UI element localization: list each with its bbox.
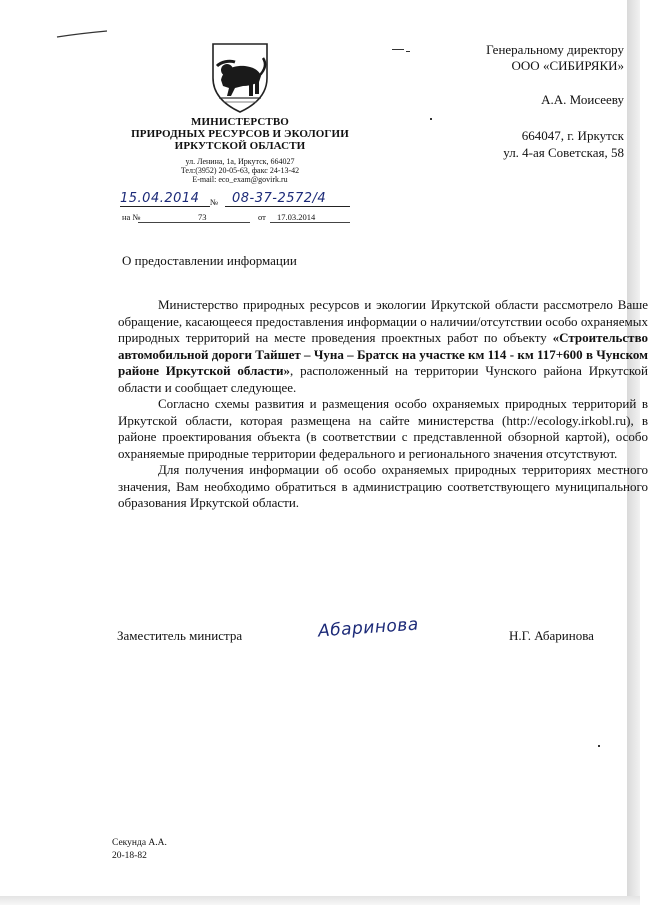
subject-line: О предоставлении информации [122,253,297,268]
addressee-title: Генеральному директору [486,42,624,57]
scan-mark-top-left [55,28,110,40]
registration-date-underline [120,206,210,207]
ministry-name [120,116,360,152]
signer-name: Н.Г. Абаринова [509,628,594,643]
addressee-name: А.А. Моисееву [541,92,624,107]
ministry-email: E-mail: eco_exam@govirk.ru [192,175,288,184]
reply-number-label: на № [122,212,141,222]
registration-date: 15.04.2014 [120,191,200,206]
scan-mark-dot [406,51,410,52]
reply-date: 17.03.2014 [277,212,316,222]
project-name: дороги Тайшет – Чуна – Братск на участке км 114 - км 117+600 в Чунском [211,346,648,362]
addressee-company: ООО «СИБИРЯКИ» [511,58,624,73]
paragraph-3: Для получения информации об особо охраняемых природных территориях местного значения, Вам необходимо обратиться в администрацию соответствующего муниципального образования Иркутской области. [118,462,648,510]
ministry-line: ИРКУТСКОЙ ОБЛАСТИ [174,140,306,152]
paragraph-1: Министерство природных ресурсов и экологии Иркутской области рассмотрело Ваше обращение, касающееся предоставления информации о наличии/отсутствии особо охраняемых природных территорий на месте проведения проектных работ по объекту «Строительство автомобильной дороги Тайшет – Чуна – Братск на участке км 114 - км 117+600 в Чунском районе Иркутской области», расположенный на территории Чунского района Иркутской области и сообщает следующее. [118,297,648,395]
reply-date-underline [270,222,350,223]
registration-number-label: № [210,197,219,207]
ministry-line: МИНИСТЕРСТВО [191,116,289,128]
registration-number: 08-37-2572/4 [232,191,327,206]
letter-body [118,297,648,512]
scan-mark-dot [598,745,600,747]
reply-number-underline [138,222,250,223]
ministry-line: ПРИРОДНЫХ РЕСУРСОВ И ЭКОЛОГИИ [131,128,349,140]
ministry-address: ул. Ленина, 1а, Иркутск, 664027 [185,157,295,166]
addressee-city: 664047, г. Иркутск [521,128,624,143]
coat-of-arms-icon [205,40,275,116]
ministry-contacts [140,157,340,184]
handwritten-signature: Абаринова [317,614,420,642]
reply-from-label: от [258,212,266,222]
addressee-street: ул. 4-ая Советская, 58 [503,145,624,160]
project-name: районе Иркутской области» [118,363,291,378]
paragraph-2: Согласно схемы развития и размещения особо охраняемых природных территорий в Иркутской области, которая размещена на сайте министерства (http://ecology.irkobl.ru), в районе проектирования объекта (в соответствии с представленной обзорной картой), особо охраняемые природные территории федерального и регионального значения отсутствуют. [118,396,648,461]
page-bottom-shadow [0,896,640,905]
ministry-phone: Тел:(3952) 20-05-63, факс 24-13-42 [180,166,300,175]
scan-mark-dot [430,118,432,120]
scan-mark-dash [392,49,404,50]
executor-phone: 20-18-82 [112,851,147,861]
signer-position: Заместитель министра [117,628,243,643]
project-name: «Строительство автомобильной [118,330,648,362]
executor-name: Секунда А.А. [112,838,167,848]
reply-number: 73 [198,212,207,222]
registration-number-underline [225,206,350,207]
